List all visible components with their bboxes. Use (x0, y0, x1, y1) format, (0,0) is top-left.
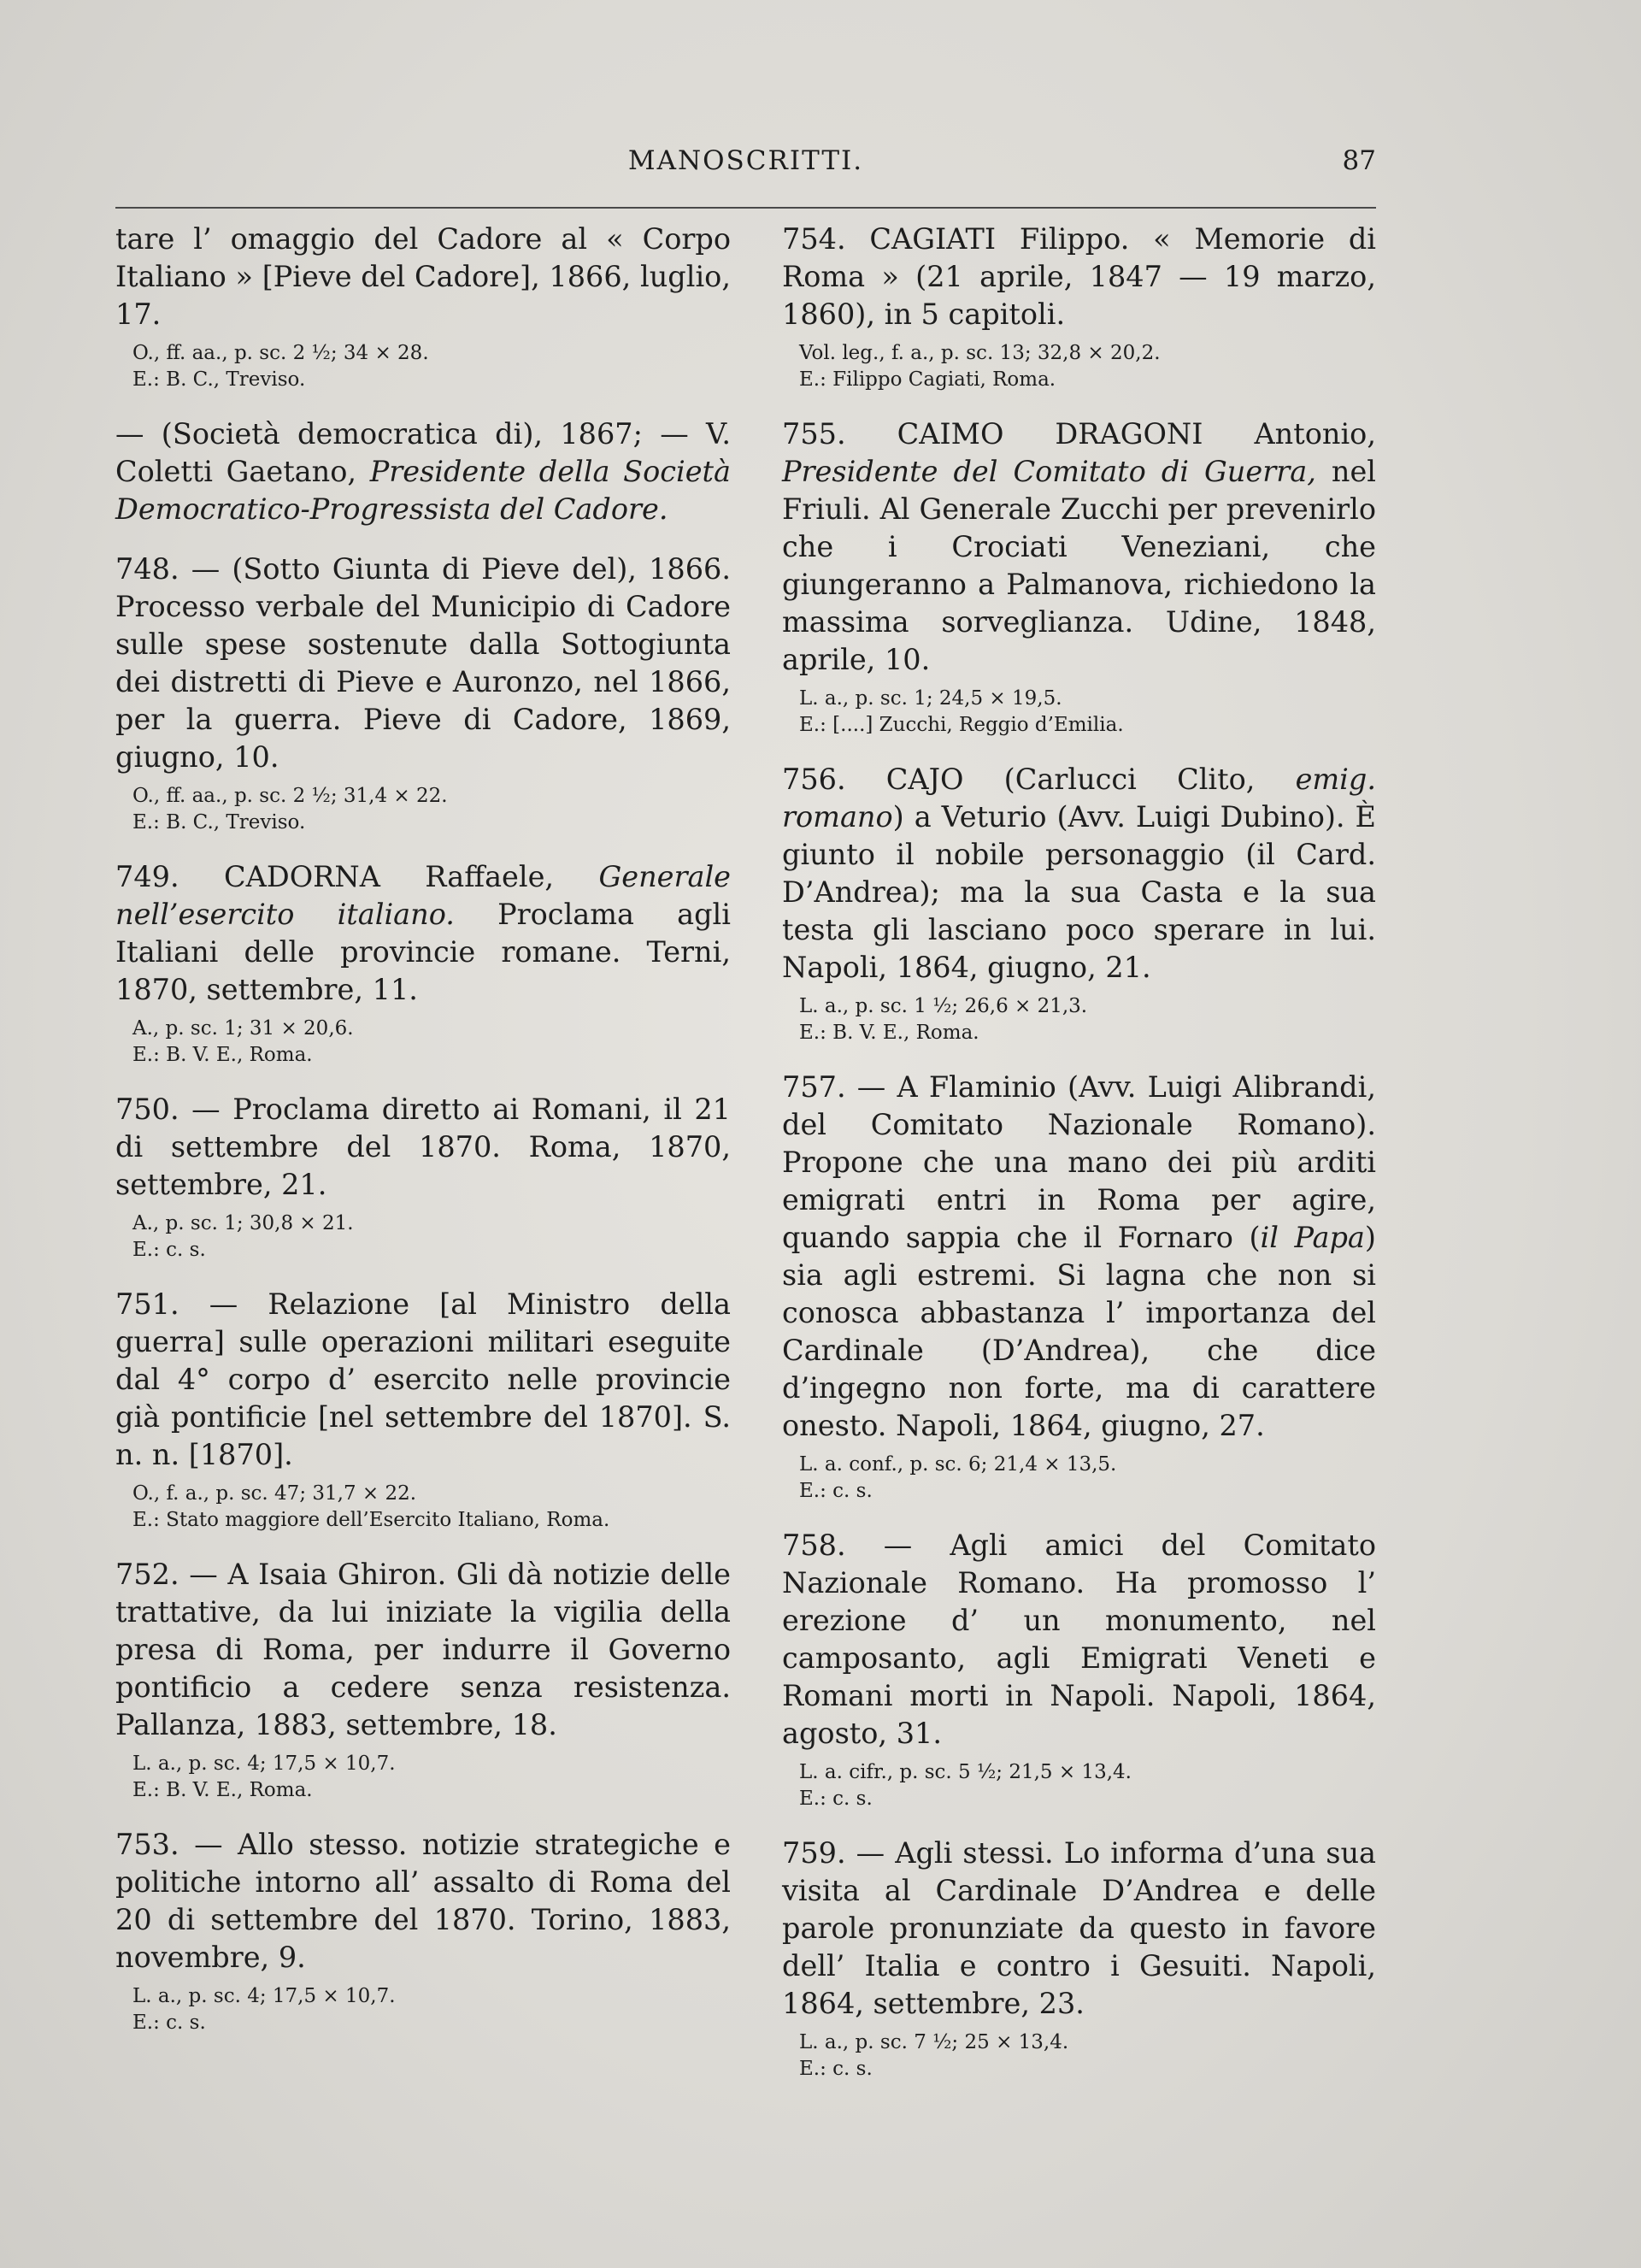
entry-text: 753. — Allo stesso. notizie strategiche e politiche intorno all’ assalto di Roma del 20 di settembre del 1870. Torino, 1883, novembre, 9. (115, 1828, 731, 1974)
entry-meta-line: L. a., p. sc. 4; 17,5 × 10,7. (132, 1985, 396, 2007)
catalog-entry (115, 1091, 731, 1264)
entry-text: 759. — Agli stessi. Lo informa d’una sua visita al Cardinale D’Andrea e delle parole pronunziate da questo in favore dell’ Italia e contro i Gesuiti. Napoli, 1864, settembre, 23. (782, 1836, 1376, 2020)
entry-text-part: ) a Veturio (Avv. Luigi Dubino). È giunto il nobile personaggio (il Card. D’Andrea); ma la sua Casta e la sua testa gli lasciano poco sperare in lui. Napoli, 1864, giugno, 21. (782, 800, 1376, 984)
entry-meta-line: A., p. sc. 1; 30,8 × 21. (132, 1212, 354, 1234)
entry-meta-line: L. a., p. sc. 1; 24,5 × 19,5. (799, 687, 1062, 710)
entry-italic-part: Presidente del Comitato di Guerra, (782, 455, 1316, 488)
entry-meta-line: L. a., p. sc. 4; 17,5 × 10,7. (132, 1753, 396, 1775)
entry-text (115, 415, 731, 528)
entry-text: 750. — Proclama diretto ai Romani, il 21 di settembre del 1870. Roma, 1870, settembre, 21. (115, 1093, 731, 1201)
entry-text-part: 756. CAJO (Carlucci Clito, (782, 763, 1296, 796)
catalog-entry (782, 1835, 1376, 2082)
entry-meta-line: E.: B. V. E., Roma. (132, 1044, 313, 1066)
entry-text: 754. CAGIATI Filippo. « Memorie di Roma » (21 aprile, 1847 — 19 marzo, 1860), in 5 capitoli. (782, 222, 1376, 331)
entry-meta-line: O., ff. aa., p. sc. 2 ½; 31,4 × 22. (132, 785, 448, 807)
entry-meta-line: O., f. a., p. sc. 47; 31,7 × 22. (132, 1482, 417, 1505)
entry-meta-line: E.: B. C., Treviso. (132, 811, 306, 834)
catalog-entry (782, 1527, 1376, 1812)
entry-text-part: 757. — A Flaminio (Avv. Luigi Alibrandi, del Comitato Nazionale Romano). Propone che una mano dei più arditi emigrati entri in Roma per agire, quando sappia che il Fornaro ( (782, 1070, 1376, 1254)
entry-meta-line: O., ff. aa., p. sc. 2 ½; 34 × 28. (132, 342, 429, 364)
entry-meta-line: L. a., p. sc. 1 ½; 26,6 × 21,3. (799, 995, 1088, 1017)
entry-meta-line: E.: Filippo Cagiati, Roma. (799, 368, 1056, 391)
left-column (115, 221, 731, 2059)
entry-italic-part: il Papa (1260, 1221, 1365, 1254)
entry-text-part: Proclama agli Italiani delle provincie romane. Terni, 1870, settembre, 11. (115, 898, 731, 1006)
entry-text: tare l’ omaggio del Cadore al « Corpo Italiano » [Pieve del Cadore], 1866, luglio, 17. (115, 222, 731, 331)
catalog-entry (782, 221, 1376, 393)
entry-text-part: 749. CADORNA Raffaele, (115, 860, 599, 893)
entry-meta-line: E.: B. C., Treviso. (132, 368, 306, 391)
entry-text (782, 415, 1376, 679)
catalog-entry (115, 415, 731, 528)
entry-meta-line: E.: c. s. (132, 2012, 206, 2034)
catalog-entry (782, 1069, 1376, 1505)
catalog-entry (115, 221, 731, 393)
catalog-entry (115, 1826, 731, 2036)
entry-meta-line: L. a. conf., p. sc. 6; 21,4 × 13,5. (799, 1453, 1117, 1476)
entry-meta-line: L. a., p. sc. 7 ½; 25 × 13,4. (799, 2031, 1069, 2053)
page-header (115, 145, 1376, 197)
entry-text-part: — (Società democratica di), 1867; — V. Coletti Gaetano, (115, 417, 731, 488)
entry-meta-line: E.: B. V. E., Roma. (132, 1779, 313, 1801)
running-title: MANOSCRITTI. (627, 145, 864, 176)
page-number: 87 (1342, 145, 1376, 176)
catalog-entry (115, 1286, 731, 1534)
entry-meta-line: L. a. cifr., p. sc. 5 ½; 21,5 × 13,4. (799, 1761, 1132, 1783)
entry-text (782, 1069, 1376, 1445)
catalog-entry (782, 761, 1376, 1046)
entry-italic-part: Presidente della Società Democratico-Progressista del Cadore. (115, 455, 731, 526)
entry-text-part: nel Friuli. Al Generale Zucchi per prevenirlo che i Crociati Veneziani, che giungeranno a Palmanova, richiedono la massima sorveglianza. Udine, 1848, aprile, 10. (782, 455, 1377, 676)
catalog-entry (115, 1556, 731, 1804)
entry-meta-line: E.: B. V. E., Roma. (799, 1022, 979, 1044)
catalog-entry (115, 551, 731, 836)
entry-text: 751. — Relazione [al Ministro della guerra] sulle operazioni militari eseguite dal 4° corpo d’ esercito nelle provincie già pontificie [nel settembre del 1870]. S. n. n. [1870]. (115, 1287, 731, 1471)
entry-meta-line: Vol. leg., f. a., p. sc. 13; 32,8 × 20,2. (799, 342, 1161, 364)
entry-meta-line: E.: c. s. (799, 2058, 873, 2080)
entry-text-part: ) sia agli estremi. Si lagna che non si conosca abbastanza l’ importanza del Cardinale (D’Andrea), che dice d’ingegno non forte, ma di carattere onesto. Napoli, 1864, giugno, 27. (782, 1221, 1376, 1442)
entry-text-part: 755. CAIMO DRAGONI Antonio, (782, 417, 1376, 451)
entry-meta-line: E.: [....] Zucchi, Reggio d’Emilia. (799, 714, 1124, 736)
entry-text: 748. — (Sotto Giunta di Pieve del), 1866. Processo verbale del Municipio di Cadore sulle spese sostenute dalla Sottogiunta dei distretti di Pieve e Auronzo, nel 1866, per la guerra. Pieve di Cadore, 1869, giugno, 10. (115, 552, 731, 774)
entry-meta-line: E.: c. s. (799, 1788, 873, 1810)
entry-italic-part: Generale nell’esercito italiano. (115, 860, 731, 931)
catalog-entry (115, 858, 731, 1069)
entry-meta-line: E.: c. s. (799, 1480, 873, 1502)
entry-text (782, 761, 1376, 987)
entry-meta-line: E.: Stato maggiore dell’Esercito Italiano, Roma. (132, 1509, 610, 1531)
entry-meta-line: A., p. sc. 1; 31 × 20,6. (132, 1017, 354, 1040)
entry-text (115, 858, 731, 1009)
entry-text: 758. — Agli amici del Comitato Nazionale Romano. Ha promosso l’ erezione d’ un monumento, nel camposanto, agli Emigrati Veneti e Romani morti in Napoli. Napoli, 1864, agosto, 31. (782, 1529, 1376, 1750)
entry-meta-line: E.: c. s. (132, 1239, 206, 1261)
catalog-entry (782, 415, 1376, 739)
header-rule (115, 207, 1376, 209)
entry-italic-part: emig. romano (782, 763, 1376, 834)
right-column (782, 221, 1376, 2105)
entry-text: 752. — A Isaia Ghiron. Gli dà notizie delle trattative, da lui iniziate la vigilia della presa di Roma, per indurre il Governo pontificio a cedere senza resistenza. Pallanza, 1883, settembre, 18. (115, 1558, 731, 1741)
